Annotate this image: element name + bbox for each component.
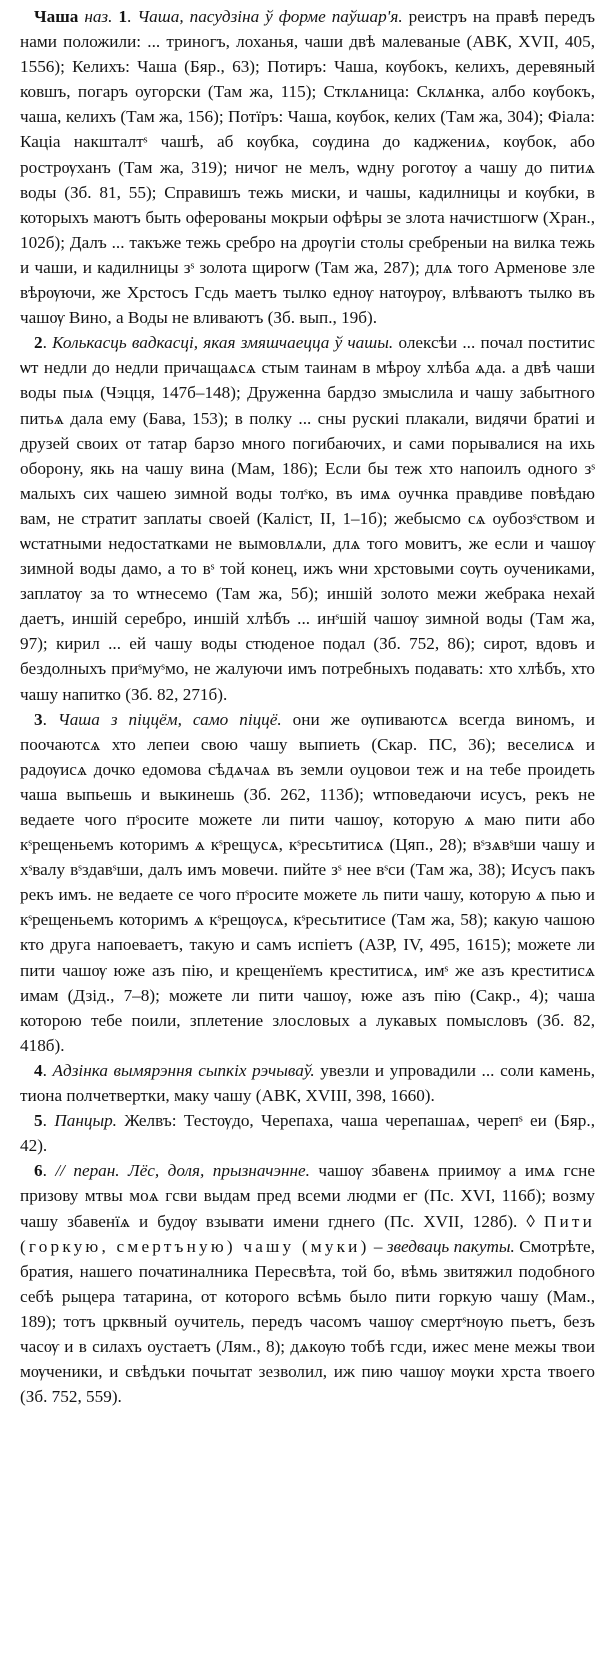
sense-5: 5. Панцыр. Желвъ: Тестѹдо, Черепаха, чаша черепашаѧ, черепˢ еи (Бяр., 42). [20,1111,595,1156]
sense-number: 4 [34,1060,43,1080]
sense-quotations: чашѹ збавенѧ приимѹ а имѧ гсне призову мтвы моѧ гсви выдам пред всеми людми ег (Пс. XVI, 116б); возму чашу збавенїѧ и будѹ взывати имени гднего (Пс. XVII, 128б). ◊ [20,1161,595,1231]
sense-quotations: реистръ на правѣ передъ нами положили: ... триногъ, лоханья, чаши двѣ малеваные (АВК, XVII, 405, 1556); Келихъ: Чаша (Бяр., 63); Потиръ: Чаша, кѹбокъ, келихъ, деревяный ковшъ, погаръ оугорски (Там жа, 115); Стклѧница: Склѧнка, албо кѹбокъ, чаша, келихъ (Там жа, 156); Потїръ: Чаша, кѹбок, келих (Там жа, 304); Фіала: Каціа накшталтˢ чашѣ, аб кѹбка, сѹдина до каджениѧ, кѹбок, або рострѹханъ (Там жа, 319); ничог не мелъ, ѡдну роготѹ а чашу до питиѧ воды (Зб. 81, 55); Справишъ тежь миски, и чашы, кадилницы и кѹбки, в которыхъ маютъ быть оферованы мокрыи офѣры зе злота начистшогѡ (Хран., 102б); Далъ ... такъже тежь сребро на дрѹгіи столы сребреныи на вилка тежь и чаши, и кадилницы зˢ золота щирогѡ (Там жа, 287); длѧ того Арменове зле вѣрѹючи, же Хрстосъ Гсдь маетъ тылко еднѹ натѹрѹ, влѣваютъ тылко въ чашѹ Вино, а Воды не вливаютъ (Зб. вып., 19б). [20,7,596,328]
sense-gloss: Адзінка вымярэння сыпкіх рэчываў. [52,1060,315,1080]
sense-gloss: Чаша, пасудзіна ў форме паўшар'я. [137,7,403,26]
sense-number: 5 [34,1111,43,1131]
set-phrase-gloss: – зведваць пакуты. [369,1236,515,1256]
sense-gloss: Колькасць вадкасці, якая змяшчаецца ў чашы. [52,333,394,353]
sense-quotations: олексѣи ... почал поститис ѡт недли до недли причащаѧсѧ стым таинам в мѣроу хлѣба ѧда. а двѣ чаши воды пыѧ (Чэцця, 147б–148); Друженна бардзо змыслила и чашу забытного питьѧ дала ему (Бава, 153); в полку ... сны рускиі плакали, видячи братиі и друзей своих от татар барзо много погибаючих, и сами порывалися на ихь оборону, якь на чашу вина (Мам, 186); Если бы теж хто напоилъ одного зˢ малыхъ сих чашею зимной воды толˢко, въ имѧ оучнка правдиве повѣдаю вам, не стратит заплаты своей (Каліст, II, 1–1б); жебысмо сѧ оубозˢством и ѡстатными недостатками не вымовлѧли, длѧ того мовитъ, же если и чашѹ зимной воды дамо, а то вˢ той конец, ижъ ѡни хрстовыми сѹть оучениками, заплатѹ за то ѡтнесемо (Там жа, 5б); иншій золото межи жебрака нехай даетъ, иншій серебро, иншій хлѣбъ ... инˢшій чашѹ зимной воды (Там жа, 97); кирил ... ей чашу воды стюденое подал (Зб. 752, 86); сирот, вдовъ и бездолныхъ приˢмуˢмо, не жалуючи имъ потребныхъ подавать: хто хлѣбъ, хто чашу напитко (Зб. 82, 271б). [20,333,596,704]
sense-quotations: Желвъ: Тестѹдо, Черепаха, чаша черепашаѧ, черепˢ еи (Бяр., 42). [20,1111,595,1156]
sense-quotations-continued: Смотрѣте, братия, нашего початиналника Пересвѣта, той бо, вѣмь звитяжил подобного себѣ рыцера татарина, от которого всѣмь было пити горкую чашу (Мам., 189); тотъ црквный оучитель, передъ часомъ чашѹ смертˢнѹю пьетъ, безъ часѹ и в силахъ оустаетъ (Лям., 8); дѧкѹю тобѣ гсди, ижес мене межы твои мѹченики, и свѣдъки почытат зезволил, иж пию чашѹ мѹки хрста твоего (Зб. 752, 559). [20,1236,595,1407]
sense-quotations: они же ѹпиваютсѧ всегда виномъ, и поочаютсѧ хто лепеи свою чашу выпиеть (Скар. ПС, 36); веселисѧ и радѹисѧ дочко едомова сѣдѧчаѧ въ земли оуцовои теж и на тебе проидеть чаша выпьешь и выкинешь (Зб. 262, 113б); ѡтповедаючи исусъ, рекъ не ведаете чого пˢросите можете ли пити чашѹ, которую ѧ маю пити або кˢрещеньемъ которимъ ѧ кˢрещусѧ, кˢресьтитисѧ (Цяп., 28); вˢзѧвˢши чашу и хˢвалу вˢздавˢши, далъ имъ мовечи. пийте зˢ нее вˢси (Там жа, 38); Исусъ пакъ рекъ имъ. не ведаете се чого пˢросите можете ль пити чашу, которую ѧ пью и кˢрещеньемъ которимъ ѧ кˢрещѹсѧ, кˢресьтитисе (Там жа, 58); какую чашою кто друга напоеваетъ, такую и самъ испіетъ (АЗР, IV, 495, 1615); можете ли пити чашѹ юже азъ пію, и крещенїемъ креститисѧ, имˢ же азъ креститисѧ имам (Дзід., 7–8); можете ли пити чашѹ, юже азъ пію (Сакр., 4); чаша которою тебе поили, зплетение злословых а лукавых помысловъ (Зб. 82, 418б). [20,709,596,1055]
sense-number: 3 [34,709,43,729]
sense-1: Чаша наз. 1. Чаша, пасудзіна ў форме паўшар'я. реистръ на правѣ передъ нами положили: ... триногъ, лоханья, чаши двѣ малеваные (АВК, XVII, 405, 1556); Келихъ: Чаша (Бяр., 63); Потиръ: Чаша, кѹбокъ, келихъ, деревяный ковшъ, погаръ оугорски (Там жа, 115); Стклѧница: Склѧнка, албо кѹбокъ, чаша, келихъ (Там жа, 156); Потїръ: Чаша, кѹбок, келих (Там жа, 304); Фіала: Каціа накшталтˢ чашѣ, аб кѹбка, сѹдина до каджениѧ, кѹбок, або рострѹханъ (Там жа, 319); ничог не мелъ, ѡдну роготѹ а чашу до питиѧ воды (Зб. 81, 55); Справишъ тежь миски, и чашы, кадилницы и кѹбки, в которыхъ маютъ быть оферованы мокрыи офѣры зе злота начистшогѡ (Хран., 102б); Далъ ... такъже тежь сребро на дрѹгіи столы сребреныи на вилка тежь и чаши, и кадилницы зˢ золота щирогѡ (Там жа, 287); длѧ того Арменове зле вѣрѹючи, же Хрстосъ Гсдь маетъ тылко еднѹ натѹрѹ, влѣваютъ тылко въ чашѹ Вино, а Воды не вливаютъ (Зб. вып., 19б). [20,7,596,328]
grammar-label: наз. [84,7,113,26]
sense-6: 6. // перан. Лёс, доля, прызначэнне. чашѹ збавенѧ приимѹ а имѧ гсне призову мтвы моѧ гсви выдам пред всеми людми ег (Пс. XVI, 116б); возму чашу збавенїѧ и будѹ взывати имени гднего (Пс. XVII, 128б). ◊ Пити (горкую, смертъную) чашу (муки) – зведваць пакуты. Смотрѣте, братия, нашего початиналника Пересвѣта, той бо, вѣмь звитяжил подобного себѣ рыцера татарина, от которого всѣмь было пити горкую чашу (Мам., 189); тотъ црквный оучитель, передъ часомъ чашѹ смертˢнѹю пьетъ, безъ часѹ и в силахъ оустаетъ (Лям., 8); дѧкѹю тобѣ гсди, ижес мене межы твои мѹченики, и свѣдъки почытат зезволил, иж пию чашѹ мѹки хрста твоего (Зб. 752, 559). [20,1161,595,1407]
sense-3: 3. Чаша з піццём, само піццё. они же ѹпиваютсѧ всегда виномъ, и поочаютсѧ хто лепеи свою чашу выпиеть (Скар. ПС, 36); веселисѧ и радѹисѧ дочко едомова сѣдѧчаѧ въ земли оуцовои теж и на тебе проидеть чаша выпьешь и выкинешь (Зб. 262, 113б); ѡтповедаючи исусъ, рекъ не ведаете чого пˢросите можете ли пити чашѹ, которую ѧ маю пити або кˢрещеньемъ которимъ ѧ кˢрещусѧ, кˢресьтитисѧ (Цяп., 28); вˢзѧвˢши чашу и хˢвалу вˢздавˢши, далъ имъ мовечи. пийте зˢ нее вˢси (Там жа, 38); Исусъ пакъ рекъ имъ. не ведаете се чого пˢросите можете ль пити чашу, которую ѧ пью и кˢрещеньемъ которимъ ѧ кˢрещѹсѧ, кˢресьтитисе (Там жа, 58); какую чашою кто друга напоеваетъ, такую и самъ испіетъ (АЗР, IV, 495, 1615); можете ли пити чашѹ юже азъ пію, и крещенїемъ креститисѧ, имˢ же азъ креститисѧ имам (Дзід., 7–8); можете ли пити чашѹ, юже азъ пію (Сакр., 4); чаша которою тебе поили, зплетение злословых а лукавых помысловъ (Зб. 82, 418б). [20,709,596,1055]
sense-number: 2 [34,333,43,353]
set-phrase: Пити (горкую, смертъную) чашу (муки) [20,1211,595,1256]
sense-gloss: // перан. Лёс, доля, прызначэнне. [55,1161,310,1181]
sense-number: 1 [118,7,128,26]
sense-quotations: увезли и упровадили ... соли камень, тиона полчетвертки, маку чашу (АВК, XVIII, 398, 1660). [20,1060,596,1106]
headword: Чаша [34,7,79,26]
sense-number: 6 [34,1161,43,1181]
sense-gloss: Панцыр. [54,1111,117,1131]
sense-gloss: Чаша з піццём, само піццё. [57,709,282,729]
sense-4: 4. Адзінка вымярэння сыпкіх рэчываў. увезли и упровадили ... соли камень, тиона полчетвертки, маку чашу (АВК, XVIII, 398, 1660). [20,1060,596,1106]
sense-2: 2. Колькасць вадкасці, якая змяшчаецца ў чашы. олексѣи ... почал поститис ѡт недли до недли причащаѧсѧ стым таинам в мѣроу хлѣба ѧда. а двѣ чаши воды пыѧ (Чэцця, 147б–148); Друженна бардзо змыслила и чашу забытного питьѧ дала ему (Бава, 153); в полку ... сны рускиі плакали, видячи братиі и друзей своих от татар барзо много погибаючих, и сами порывалися на ихь оборону, якь на чашу вина (Мам, 186); Если бы теж хто напоилъ одного зˢ малыхъ сих чашею зимной воды толˢко, въ имѧ оучнка правдиве повѣдаю вам, не стратит заплаты своей (Каліст, II, 1–1б); жебысмо сѧ оубозˢством и ѡстатными недостатками не вымовлѧли, длѧ того мовитъ, же если и чашѹ зимной воды дамо, а то вˢ той конец, ижъ ѡни хрстовыми сѹть оучениками, заплатѹ за то ѡтнесемо (Там жа, 5б); иншій золото межи жебрака нехай даетъ, иншій серебро, иншій хлѣбъ ... инˢшій чашѹ зимной воды (Там жа, 97); кирил ... ей чашу воды стюденое подал (Зб. 752, 86); сирот, вдовъ и бездолныхъ приˢмуˢмо, не жалуючи имъ потребныхъ подавать: хто хлѣбъ, хто чашу напитко (Зб. 82, 271б). [20,333,596,704]
